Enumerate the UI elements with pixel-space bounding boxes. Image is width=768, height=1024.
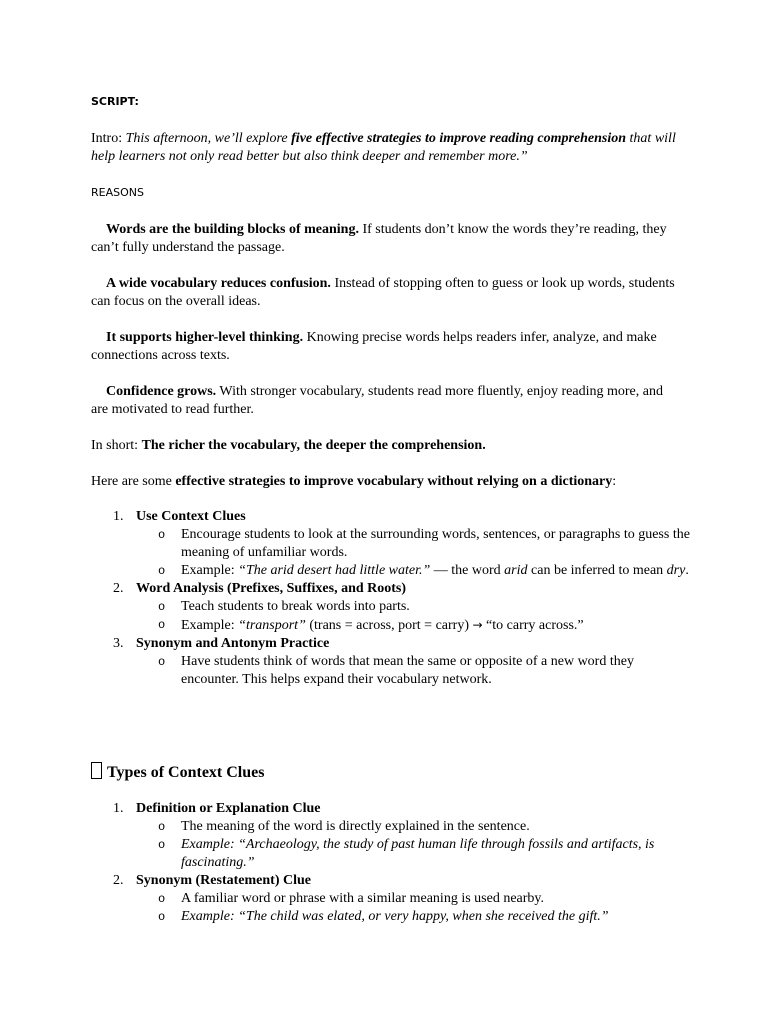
intro-bold-italic: five effective strategies to improve reading comprehension: [291, 131, 627, 146]
intro-italic-2: that will help learners not only read better but also think deeper and remember more.”: [91, 131, 676, 164]
hollow-bullet-icon: o: [158, 910, 166, 924]
hollow-bullet-icon: o: [158, 820, 166, 834]
hollow-bullet-icon: o: [158, 564, 166, 578]
right-arrow-icon: →: [472, 618, 483, 632]
list-number: 2.: [113, 873, 124, 888]
example-text: (trans = across, port = carry): [305, 618, 473, 633]
reason-title: It supports higher-level thinking.: [106, 330, 304, 345]
script-label: SCRIPT:: [91, 95, 139, 108]
list-item: [91, 800, 691, 818]
list-item-title: Word Analysis (Prefixes, Suffixes, and Roots): [136, 581, 407, 596]
sub-list-item: [91, 818, 691, 836]
reason-paragraph: [91, 329, 681, 365]
example-meaning: dry: [666, 563, 686, 578]
reasons-label: REASONS: [91, 186, 144, 199]
list-item-title: Definition or Explanation Clue: [136, 801, 321, 816]
sub-list-item: [91, 526, 691, 562]
hollow-bullet-icon: o: [158, 600, 166, 614]
context-clues-list: [91, 800, 691, 926]
example-end: “to carry across.”: [482, 618, 584, 633]
sub-item-text: A familiar word or phrase with a similar meaning is used nearby.: [181, 891, 544, 906]
list-item: [91, 580, 691, 598]
list-item-title: Use Context Clues: [136, 509, 246, 524]
reason-title: A wide vocabulary reduces confusion.: [106, 276, 331, 291]
heading-text: Types of Context Clues: [107, 764, 265, 781]
list-number: 3.: [113, 636, 124, 651]
reason-title: Words are the building blocks of meaning.: [106, 222, 359, 237]
sub-list-item: [91, 653, 691, 689]
example-lead: Example:: [181, 563, 239, 578]
list-number: 1.: [113, 801, 124, 816]
reason-paragraph: [91, 275, 681, 311]
example-word: arid: [504, 563, 528, 578]
strategies-list: [91, 508, 691, 689]
reason-text: Knowing precise words helps readers infer, analyze, and make connections across texts.: [91, 330, 657, 363]
example-quote: “transport”: [238, 618, 306, 633]
sub-list-item: [91, 616, 691, 635]
list-item: [91, 508, 691, 526]
strategies-intro-paragraph: [91, 473, 681, 491]
list-item: [91, 872, 691, 890]
example-quote: Example: “The child was elated, or very happy, when she received the gift.”: [181, 909, 609, 924]
sub-item-text: The meaning of the word is directly explained in the sentence.: [181, 819, 530, 834]
summary-lead: In short:: [91, 438, 142, 453]
list-item: [91, 635, 691, 653]
sub-list-item: [91, 562, 691, 580]
example-quote: Example: “Archaeology, the study of past human life through fossils and artifacts, is fascinating.”: [181, 837, 655, 870]
reason-text: If students don’t know the words they’re reading, they can’t fully understand the passage.: [91, 222, 667, 255]
list-number: 1.: [113, 509, 124, 524]
reason-paragraph: [91, 221, 681, 257]
context-clues-heading: [91, 762, 264, 783]
reason-paragraph: [91, 383, 681, 419]
summary-bold: The richer the vocabulary, the deeper the comprehension.: [141, 438, 486, 453]
reason-text: With stronger vocabulary, students read more fluently, enjoy reading more, and are motivated to read further.: [91, 384, 663, 417]
sub-list-item: [91, 836, 691, 872]
reason-text: Instead of stopping often to guess or look up words, students can focus on the overall ideas.: [91, 276, 675, 309]
strategies-intro-tail: :: [612, 474, 617, 489]
strategies-intro-bold: effective strategies to improve vocabulary without relying on a dictionary: [175, 474, 613, 489]
list-item-title: Synonym and Antonym Practice: [136, 636, 330, 651]
hollow-bullet-icon: o: [158, 618, 166, 632]
example-quote: “The arid desert had little water.”: [238, 563, 431, 578]
hollow-bullet-icon: o: [158, 838, 166, 852]
hollow-bullet-icon: o: [158, 528, 166, 542]
list-number: 2.: [113, 581, 124, 596]
intro-lead: Intro:: [91, 131, 126, 146]
intro-paragraph: [91, 130, 681, 166]
reason-title: Confidence grows.: [106, 384, 217, 399]
sub-list-item: [91, 890, 691, 908]
list-item-title: Synonym (Restatement) Clue: [136, 873, 311, 888]
example-text: can be inferred to mean: [527, 563, 667, 578]
sub-item-text: Encourage students to look at the surrounding words, sentences, or paragraphs to guess the meaning of unfamiliar words.: [181, 527, 690, 560]
sub-item-text: Teach students to break words into parts.: [181, 599, 410, 614]
example-end: .: [685, 563, 689, 578]
hollow-bullet-icon: o: [158, 655, 166, 669]
intro-italic-1: This afternoon, we’ll explore: [125, 131, 292, 146]
missing-glyph-box-icon: [91, 762, 102, 779]
summary-paragraph: [91, 437, 681, 455]
strategies-intro-lead: Here are some: [91, 474, 176, 489]
sub-list-item: [91, 598, 691, 616]
sub-item-text: Have students think of words that mean the same or opposite of a new word they encounter. This helps expand their vocabulary network.: [181, 654, 634, 687]
example-text: — the word: [430, 563, 505, 578]
hollow-bullet-icon: o: [158, 892, 166, 906]
sub-list-item: [91, 908, 691, 926]
example-lead: Example:: [181, 618, 239, 633]
